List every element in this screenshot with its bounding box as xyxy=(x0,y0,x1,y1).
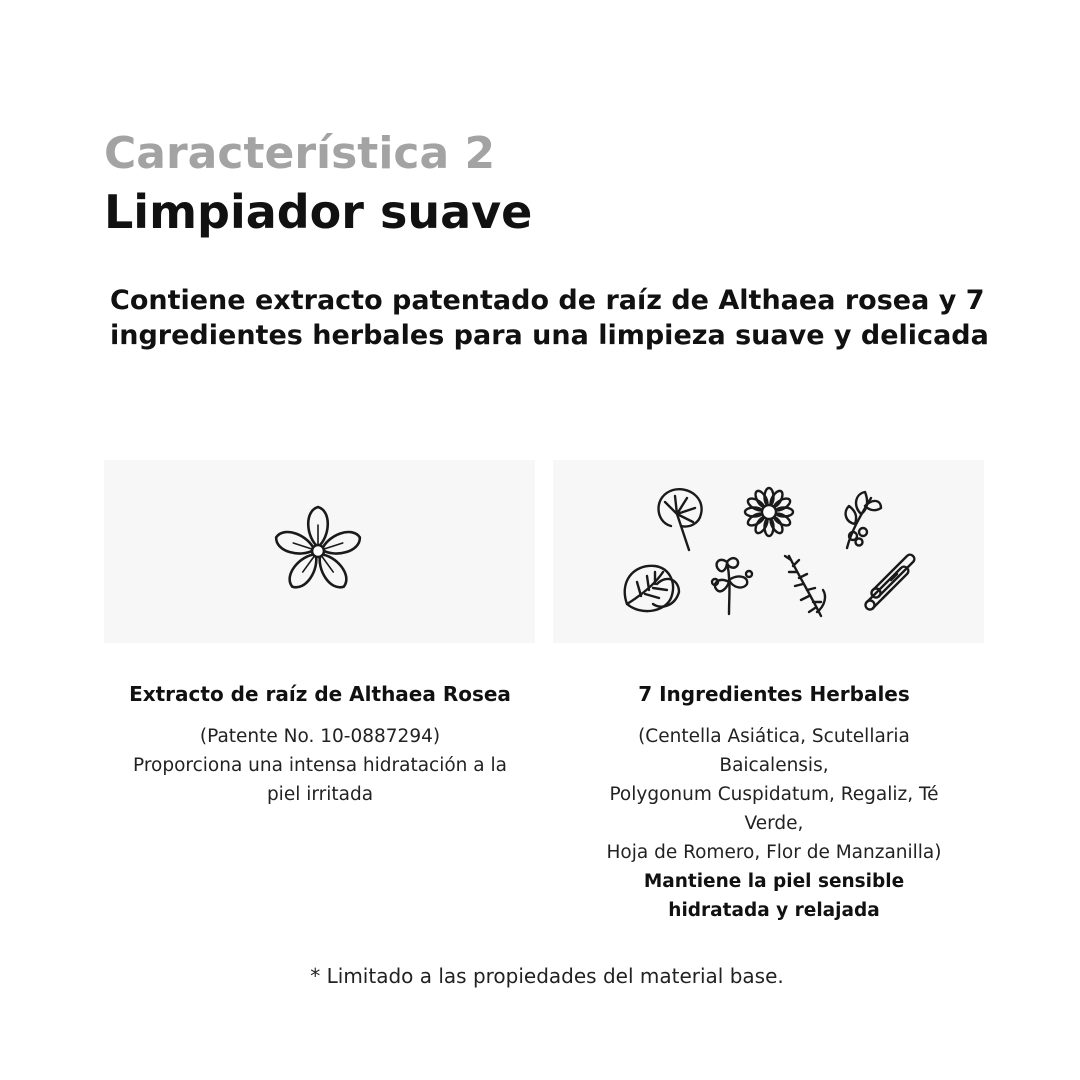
herb-sprig-icon xyxy=(712,558,752,614)
feature-eyebrow: Característica 2 xyxy=(104,128,496,179)
berry-sprig-icon xyxy=(846,492,881,548)
card-line: Proporciona una intensa hidratación a la piel irritada xyxy=(132,755,507,805)
feature-title: Limpiador suave xyxy=(104,185,533,239)
card-description xyxy=(100,722,540,809)
card-althaea xyxy=(100,678,540,809)
card-line: Hoja de Romero, Flor de Manzanilla) xyxy=(606,842,942,863)
card-line: Polygonum Cuspidatum, Regaliz, Té Verde, xyxy=(609,784,939,834)
cinnamon-icon xyxy=(866,555,915,610)
flower-icon xyxy=(104,460,535,643)
card-line: (Patente No. 10-0887294) xyxy=(199,726,441,747)
card-line: (Centella Asiática, Scutellaria Baicalensis, xyxy=(638,726,910,776)
flower-panel xyxy=(104,460,535,643)
feature-description: Contiene extracto patentado de raíz de Althaea rosea y 7 ingredientes herbales para una limpieza suave y delicada xyxy=(110,285,989,351)
herb-icons xyxy=(553,460,984,643)
card-title: 7 Ingredientes Herbales xyxy=(638,682,910,706)
herbs-panel xyxy=(553,460,984,643)
lotus-leaf-icon xyxy=(659,489,702,550)
leaf-icon xyxy=(625,566,679,611)
card-emphasis: Mantiene la piel sensible hidratada y relajada xyxy=(643,871,905,921)
card-description xyxy=(554,722,994,925)
rosemary-icon xyxy=(785,556,825,616)
footnote: * Limitado a las propiedades del material base. xyxy=(310,964,784,988)
card-title: Extracto de raíz de Althaea Rosea xyxy=(129,682,511,706)
card-herbal xyxy=(554,678,994,925)
daisy-icon xyxy=(745,488,793,536)
